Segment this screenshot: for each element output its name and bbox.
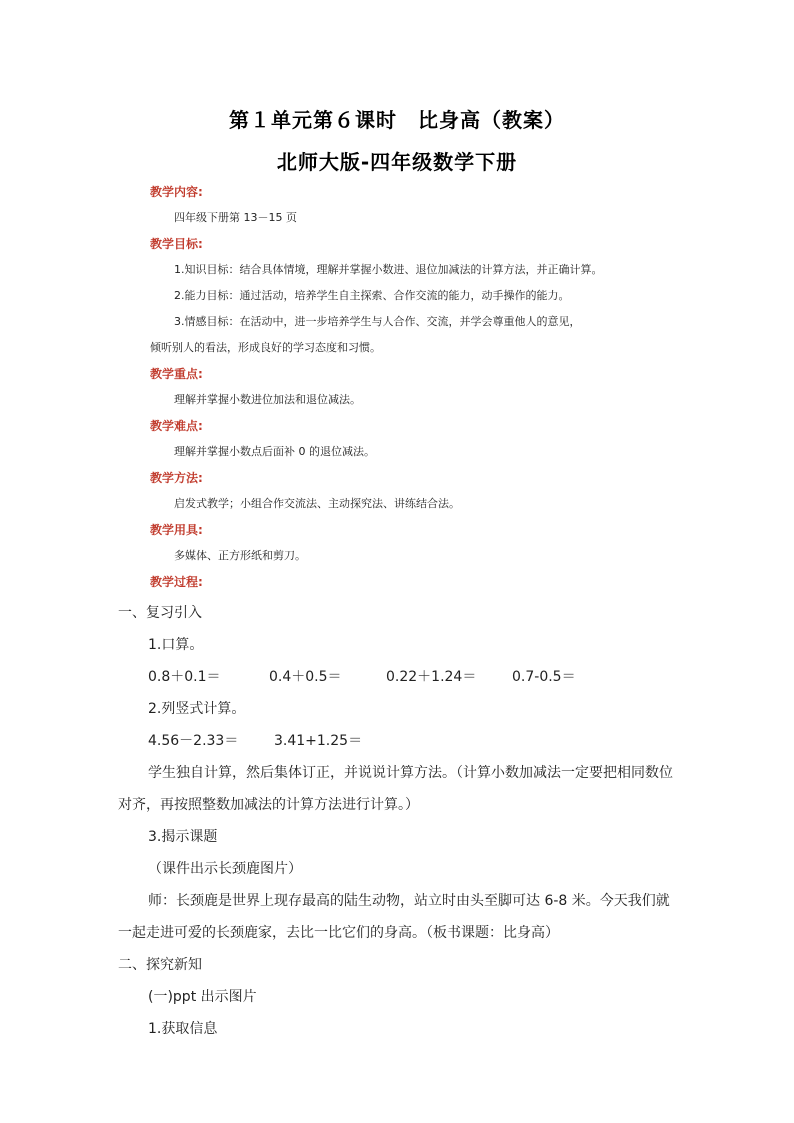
oral-item: 0.4＋0.5＝ bbox=[269, 669, 342, 685]
info-label: 1.获取信息 bbox=[148, 1021, 218, 1037]
goal-item: 2.能力目标：通过活动，培养学生自主探索、合作交流的能力，动手操作的能力。 bbox=[174, 289, 570, 302]
oral-label: 1.口算。 bbox=[148, 637, 204, 653]
goal-item: 倾听别人的看法，形成良好的学习态度和习惯。 bbox=[150, 341, 381, 354]
vertical-item: 3.41+1.25＝ bbox=[274, 733, 363, 749]
section-text-key-points: 理解并掌握小数进位加法和退位减法。 bbox=[174, 393, 361, 406]
oral-item: 0.22＋1.24＝ bbox=[386, 669, 477, 685]
page-title: 第１单元第６课时 比身高（教案） bbox=[229, 108, 565, 132]
paragraph-line: 一起走进可爱的长颈鹿家，去比一比它们的身高。（板书课题：比身高） bbox=[118, 925, 559, 941]
part2-title: 二、探究新知 bbox=[118, 957, 202, 973]
part1-title: 一、复习引入 bbox=[118, 605, 202, 621]
paragraph-line: 师：长颈鹿是世界上现存最高的陆生动物，站立时由头至脚可达 6-8 米。今天我们就 bbox=[148, 893, 670, 909]
paragraph-line: 学生独自计算，然后集体订正，并说说计算方法。（计算小数加减法一定要把相同数位 bbox=[148, 765, 673, 781]
section-heading-methods: 教学方法: bbox=[150, 471, 203, 485]
section-heading-key-points: 教学重点: bbox=[150, 367, 203, 381]
courseware-note: （课件出示长颈鹿图片） bbox=[148, 861, 302, 877]
vertical-item: 4.56－2.33＝ bbox=[148, 733, 239, 749]
section-text-methods: 启发式教学；小组合作交流法、主动探究法、讲练结合法。 bbox=[174, 497, 460, 510]
section-text-difficulties: 理解并掌握小数点后面补 0 的退位减法。 bbox=[174, 445, 375, 458]
section-heading-tools: 教学用具: bbox=[150, 523, 203, 537]
oral-item: 0.7-0.5＝ bbox=[512, 669, 576, 685]
reveal-label: 3.揭示课题 bbox=[148, 829, 218, 845]
section-heading-process: 教学过程: bbox=[150, 575, 203, 589]
section-heading-difficulties: 教学难点: bbox=[150, 419, 203, 433]
section-heading-content: 教学内容: bbox=[150, 185, 203, 199]
paragraph-line: 对齐，再按照整数加减法的计算方法进行计算。） bbox=[118, 797, 419, 813]
section-text-content: 四年级下册第 13－15 页 bbox=[174, 211, 297, 224]
page-subtitle: 北师大版-四年级数学下册 bbox=[276, 150, 518, 174]
section-text-tools: 多媒体、正方形纸和剪刀。 bbox=[174, 549, 306, 562]
vertical-label: 2.列竖式计算。 bbox=[148, 701, 246, 717]
oral-item: 0.8＋0.1＝ bbox=[148, 669, 221, 685]
goal-item: 3.情感目标：在活动中，进一步培养学生与人合作、交流，并学会尊重他人的意见， bbox=[174, 315, 581, 328]
ppt-label: (一)ppt 出示图片 bbox=[148, 989, 257, 1005]
section-heading-goals: 教学目标: bbox=[150, 237, 203, 251]
goal-item: 1.知识目标：结合具体情境，理解并掌握小数进、退位加减法的计算方法，并正确计算。 bbox=[174, 263, 603, 276]
